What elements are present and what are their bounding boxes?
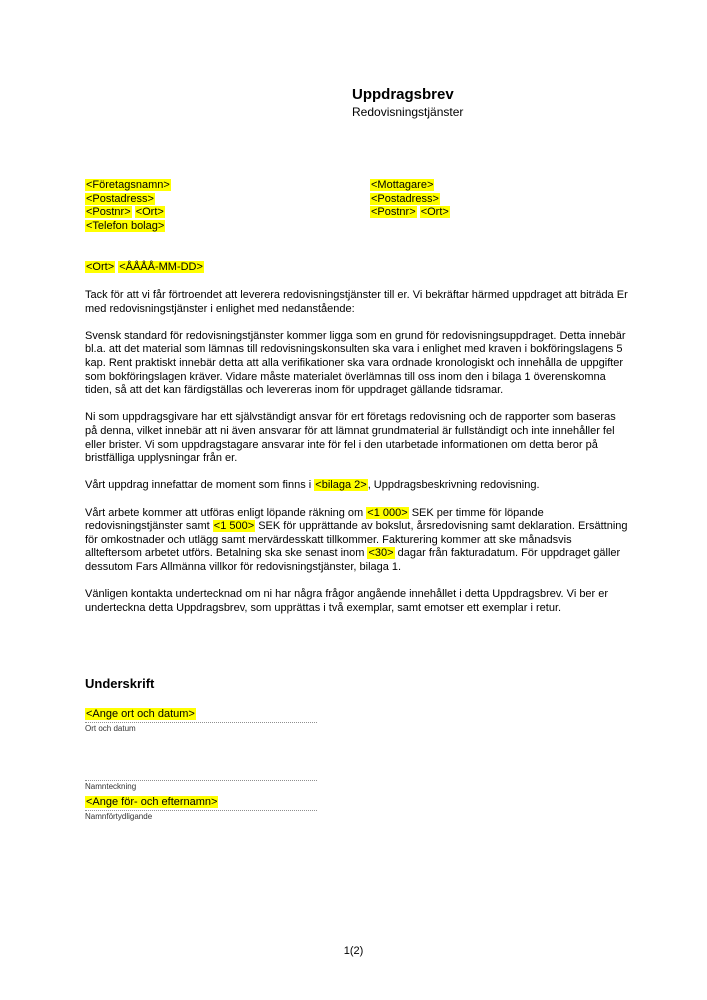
- signature-field-place-date: [85, 707, 317, 734]
- sender-address-block: [85, 179, 171, 234]
- signature-section: [85, 676, 345, 826]
- sender-zip-city-line: [85, 206, 171, 220]
- placeholder-field[interactable]: <Ort>: [86, 261, 115, 273]
- placeholder-field[interactable]: <ÅÅÅÅ-MM-DD>: [119, 261, 203, 273]
- document-subtitle: Redovisningstjänster: [352, 104, 464, 119]
- signature-caption: Namnteckning: [85, 782, 137, 791]
- placeholder-field[interactable]: <Postadress>: [86, 192, 154, 205]
- place-date-caption: Ort och datum: [85, 724, 136, 733]
- recipient-postal-address-line: [370, 193, 450, 207]
- placeholder-field[interactable]: <bilaga 2>: [315, 479, 367, 492]
- paragraph-closing: Vänligen kontakta undertecknad om ni har några frågor angående innehållet i detta Uppdragsbrev. Vi ber er underteckna detta Uppdragsbrev, som upprättas i två exemplar, samt emotser ett exemplar i retur.: [85, 588, 609, 614]
- paragraph-scope: Vårt uppdrag innefattar de moment som finns i <bilaga 2>, Uppdragsbeskrivning redovisning.: [85, 479, 540, 492]
- name-clarification-caption: Namnförtydligande: [85, 812, 153, 821]
- placeholder-field[interactable]: <Postadress>: [371, 192, 439, 205]
- placeholder-field[interactable]: <1 500>: [213, 520, 255, 533]
- placeholder-field[interactable]: <Telefon bolag>: [86, 220, 165, 233]
- placeholder-field[interactable]: <Ort>: [420, 206, 449, 219]
- placeholder-field[interactable]: <Ange för- och efternamn>: [86, 796, 218, 808]
- signature-field-name-clarification: [85, 795, 317, 822]
- sender-postal-address-line: [85, 193, 171, 207]
- signature-field-signature: [85, 765, 317, 792]
- recipient-zip-city-line: [370, 206, 450, 220]
- placeholder-field[interactable]: <Ange ort och datum>: [86, 708, 195, 720]
- placeholder-field[interactable]: <1 000>: [367, 506, 408, 519]
- recipient-name-line: [370, 179, 450, 193]
- placeholder-field[interactable]: <Ort>: [135, 206, 164, 219]
- sender-phone-line: [85, 220, 171, 234]
- paragraph-standard: Svensk standard för redovisningstjänster kommer ligga som en grund för redovisningsuppdraget. Detta innebär bl.a. att det material som lämnas till redovisningskonsulten ska vara i enlighet med kraven i bokföringslagens 5 kap. Rent praktiskt innebär detta att alla verifikationer ska vara ordnade kronologiskt och innehålla de uppgifter som bokföringslagen kräver. Vidare måste materialet överlämnas till oss inom den i bilaga 1 överenskomna tiden, så att det kan färdigställas och levereras inom för uppdraget gällande tidsramar.: [85, 329, 626, 397]
- placeholder-field[interactable]: <Företagsnamn>: [86, 179, 170, 191]
- signature-heading: Underskrift: [85, 676, 155, 691]
- paragraph-client-responsibility: Ni som uppdragsgivare har ett självständigt ansvar för ert företags redovisning och de rapporter som baseras på denna, vilket innebär att ni även ansvarar för att lämnat grundmaterial är fullständigt och inte innehåller fel eller brister. Vi som uppdragstagare ansvarar inte för fel i den utarbetade informationen om detta beror på bristfälliga upplysningar från er.: [85, 411, 616, 465]
- letter-body: [85, 289, 628, 629]
- paragraph-intro: Tack för att vi får förtroendet att leverera redovisningstjänster till er. Vi bekräftar härmed uppdraget att biträda Er med redovisningstjänster i enlighet med nedanstående:: [85, 289, 628, 315]
- place-and-date-line: [85, 261, 204, 275]
- placeholder-field[interactable]: <Mottagare>: [371, 179, 434, 191]
- placeholder-field[interactable]: <Postnr>: [86, 206, 131, 219]
- placeholder-field[interactable]: <Postnr>: [371, 206, 416, 219]
- name-clarification-line: [85, 795, 317, 811]
- signature-line: [85, 765, 317, 781]
- recipient-address-block: [370, 179, 450, 220]
- document-title: Uppdragsbrev: [352, 86, 454, 103]
- placeholder-field[interactable]: <30>: [368, 547, 394, 560]
- place-date-signature-line: [85, 707, 317, 723]
- document-header: [352, 86, 463, 119]
- page-number: 1(2): [343, 945, 364, 957]
- sender-company-name-line: [85, 179, 171, 193]
- paragraph-fees: Vårt arbete kommer att utföras enligt löpande räkning om <1 000> SEK per timme för löpande redovisningstjänster samt <1 500> SEK för upprättande av bokslut, årsredovisning samt deklaration. Ersättning för omkostnader och utlägg samt mervärdesskatt tillkommer. Fakturering kommer att ske månadsvis allteftersom arbetet utförs. Betalning ska ske senast inom <30> dagar från fakturadatum. För uppdraget gäller dessutom Fars Allmänna villkor för redovisningstjänster, bilaga 1.: [85, 506, 628, 573]
